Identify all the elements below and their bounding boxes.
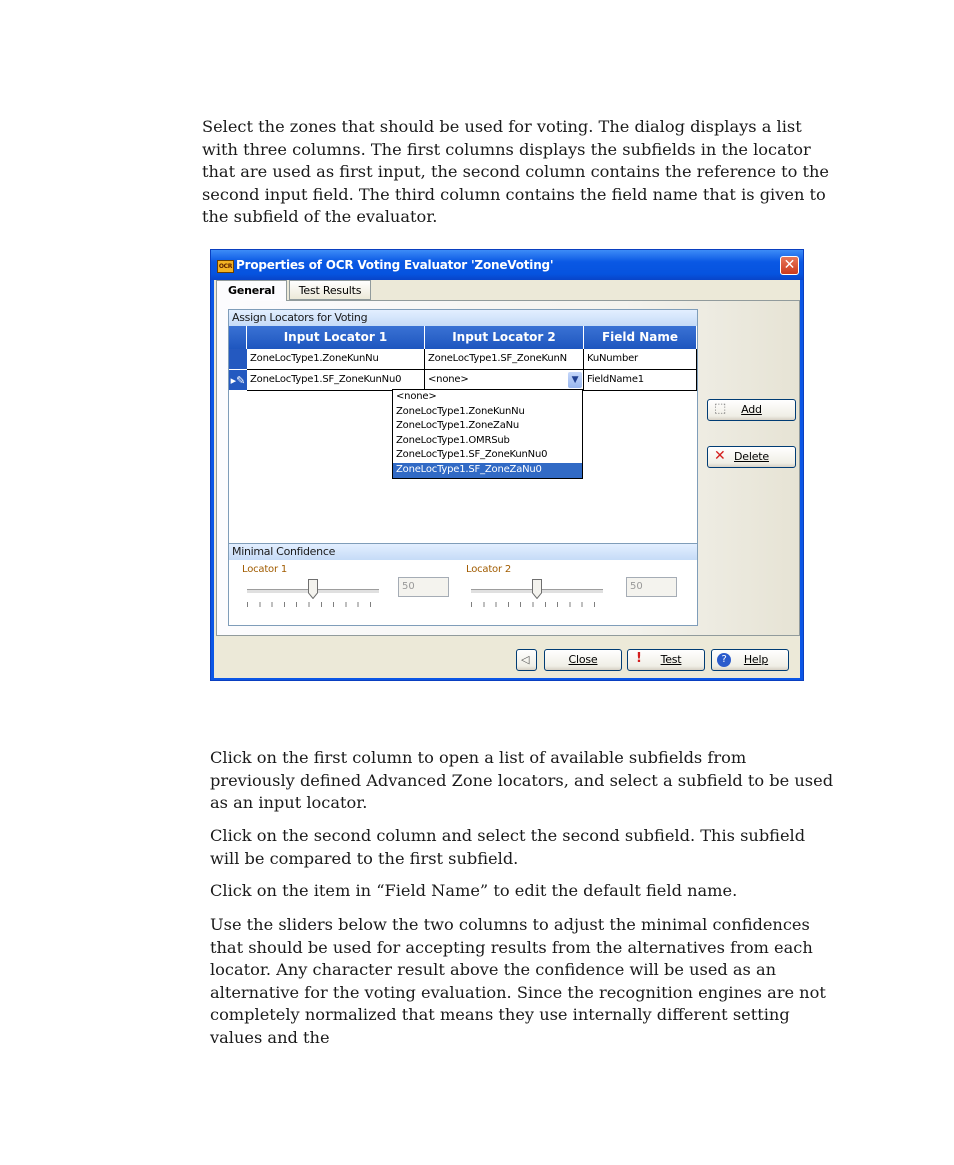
dropdown-option[interactable]: ZoneLocType1.SF_ZoneKunNu0 [396,449,548,461]
dialog-footer [214,636,800,678]
triangle-left-icon: ◁ [521,653,530,666]
close-button[interactable] [544,649,622,671]
dropdown-option[interactable]: <none> [396,391,437,402]
help-button[interactable] [711,649,789,671]
slider-ticks [471,602,603,607]
slider-ticks [247,602,379,607]
chevron-down-icon[interactable]: ▼ [568,372,582,388]
ocr-app-icon: OCR [217,260,234,273]
body-paragraph: Click on the item in “Field Name” to edit the default field name. [210,881,738,900]
test-button[interactable] [627,649,705,671]
help-question-icon: ? [717,653,731,667]
properties-dialog [210,249,804,681]
row-header[interactable] [229,349,247,370]
slider-thumb-locator-2[interactable] [532,579,542,599]
delete-button[interactable] [707,446,796,468]
column-header-field-name[interactable]: Field Name [584,326,696,349]
minimal-confidence-title: Minimal Confidence [229,544,697,560]
column-header-input-locator-1[interactable]: Input Locator 1 [247,326,425,349]
assign-locators-title: Assign Locators for Voting [229,310,697,326]
add-row-icon: ⬚ [714,401,727,416]
grid-header [229,326,697,349]
dialog-title: Properties of OCR Voting Evaluator 'ZoneVoting' [236,258,554,272]
body-paragraph: Use the sliders below the two columns to adjust the minimal confidences that should be used for accepting results from the alternatives from each locator. Any character result above the confidence will be used as an alternative for the voting evaluation. Since the recognition engines are not completely normalized that means they use internally different setting values and the [210,915,826,1047]
tab-general[interactable]: General [216,280,287,301]
grid-cell-field-name[interactable]: KuNumber [584,349,697,370]
column-header-input-locator-2[interactable]: Input Locator 2 [425,326,584,349]
title-bar[interactable] [211,250,803,280]
dropdown-option[interactable]: ZoneLocType1.OMRSub [396,434,510,446]
tab-test-results[interactable]: Test Results [289,280,371,300]
exclamation-icon: ! [636,651,642,666]
assign-locators-group [228,309,698,545]
close-icon[interactable]: ✕ [780,256,799,275]
dropdown-option[interactable]: ZoneLocType1.ZoneKunNu [396,405,525,417]
intro-paragraph: Select the zones that should be used for voting. The dialog displays a list with three columns. The first columns displays the subfields in the locator that are used as first input, the second column contains the reference to the second input field. The third column contains the field name that is given to the subfield of the evaluator. [202,117,830,226]
grid-corner [229,326,247,349]
edit-row-indicator-icon[interactable]: ▸✎ [229,370,247,391]
confidence-value-locator-2[interactable]: 50 [626,577,677,597]
slider-label-locator-1: Locator 1 [242,564,288,575]
slider-label-locator-2: Locator 2 [466,564,512,575]
grid-cell-input-locator-2[interactable]: ZoneLocType1.SF_ZoneKunN [425,349,584,370]
locator-dropdown-list[interactable] [392,389,583,479]
body-paragraph: Click on the second column and select the second subfield. This subfield will be compared to the first subfield. [210,826,806,868]
combo-value: <none> [428,374,469,385]
add-button-label: Add [741,403,762,416]
confidence-value-locator-1[interactable]: 50 [398,577,449,597]
dropdown-option[interactable]: ZoneLocType1.ZoneZaNu [396,420,520,432]
body-paragraph: Click on the first column to open a list of available subfields from previously defined Advanced Zone locators, and select a subfield to be used as an input locator. [210,748,834,812]
dialog-client-area [214,280,800,678]
minimal-confidence-group [228,543,698,626]
test-button-label: Test [660,653,682,666]
combo-input-locator-2[interactable] [425,370,584,391]
general-tab-page [216,300,800,636]
help-button-label: Help [743,653,769,666]
dropdown-option-selected[interactable]: ZoneLocType1.SF_ZoneZaNu0 [393,463,582,478]
back-button[interactable] [516,649,537,671]
close-button-label: Close [568,653,598,666]
delete-button-label: Delete [734,450,769,463]
add-button[interactable] [707,399,796,421]
grid-cell-input-locator-1[interactable]: ZoneLocType1.SF_ZoneKunNu0 [247,370,425,391]
delete-x-icon: ✕ [714,448,726,464]
slider-thumb-locator-1[interactable] [308,579,318,599]
grid-cell-field-name[interactable]: FieldName1 [584,370,697,391]
grid-cell-input-locator-1[interactable]: ZoneLocType1.ZoneKunNu [247,349,425,370]
